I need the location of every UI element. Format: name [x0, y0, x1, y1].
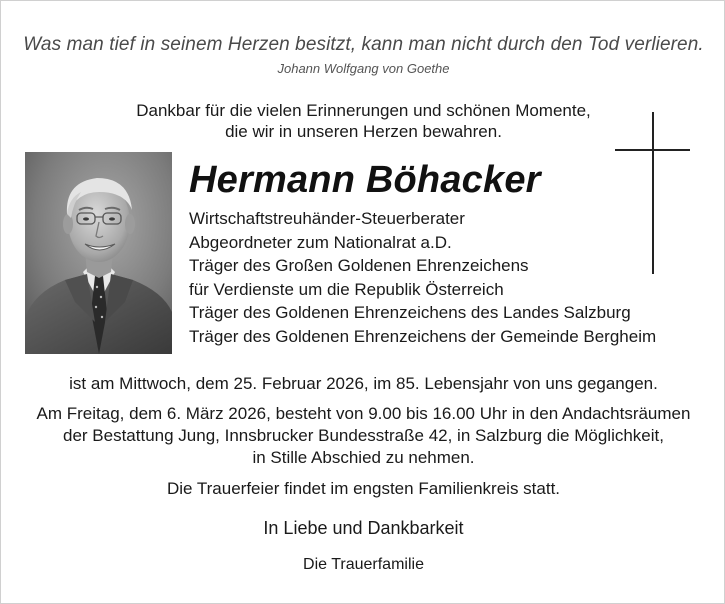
quote-text: Was man tief in seinem Herzen besitzt, kann man nicht durch den Tod verlieren. [23, 34, 704, 55]
ceremony-statement: Die Trauerfeier findet im engsten Familienkreis statt. [166, 479, 561, 498]
honor-item: Träger des Goldenen Ehrenzeichens des Landes Salzburg [189, 303, 631, 322]
honor-item: Wirtschaftstreuhänder-Steuerberater [189, 209, 465, 228]
death-statement: ist am Mittwoch, dem 25. Februar 2026, im 85. Lebensjahr von uns gegangen. [69, 374, 658, 393]
honor-item: Abgeordneter zum Nationalrat a.D. [189, 232, 452, 252]
deceased-name: Hermann Böhacker [189, 159, 541, 201]
gratitude-line-2: die wir in unseren Herzen bewahren. [225, 122, 502, 141]
honor-item: Träger des Goldenen Ehrenzeichens der Gemeinde Bergheim [189, 326, 657, 346]
quote-author: Johann Wolfgang von Goethe [277, 61, 450, 76]
honors-list [189, 207, 656, 348]
gratitude-line-1: Dankbar für die vielen Erinnerungen und schönen Momente, [136, 101, 591, 120]
honor-item: für Verdienste um die Republik Österreich [189, 279, 504, 299]
family-signature: Die Trauerfamilie [303, 556, 424, 573]
honor-item: Träger des Großen Goldenen Ehrenzeichens [189, 256, 529, 275]
portrait-photo [25, 152, 172, 354]
farewell-line-2: der Bestattung Jung, Innsbrucker Bundesstraße 42, in Salzburg die Möglichkeit, [62, 426, 664, 445]
announcement-block [1, 373, 725, 500]
closing-phrase: In Liebe und Dankbarkeit [263, 518, 464, 538]
farewell-line-3: in Stille Abschied zu nehmen. [252, 448, 475, 467]
farewell-line-1: Am Freitag, dem 6. März 2026, besteht von 9.00 bis 16.00 Uhr in den Andachtsräumen [36, 404, 691, 423]
